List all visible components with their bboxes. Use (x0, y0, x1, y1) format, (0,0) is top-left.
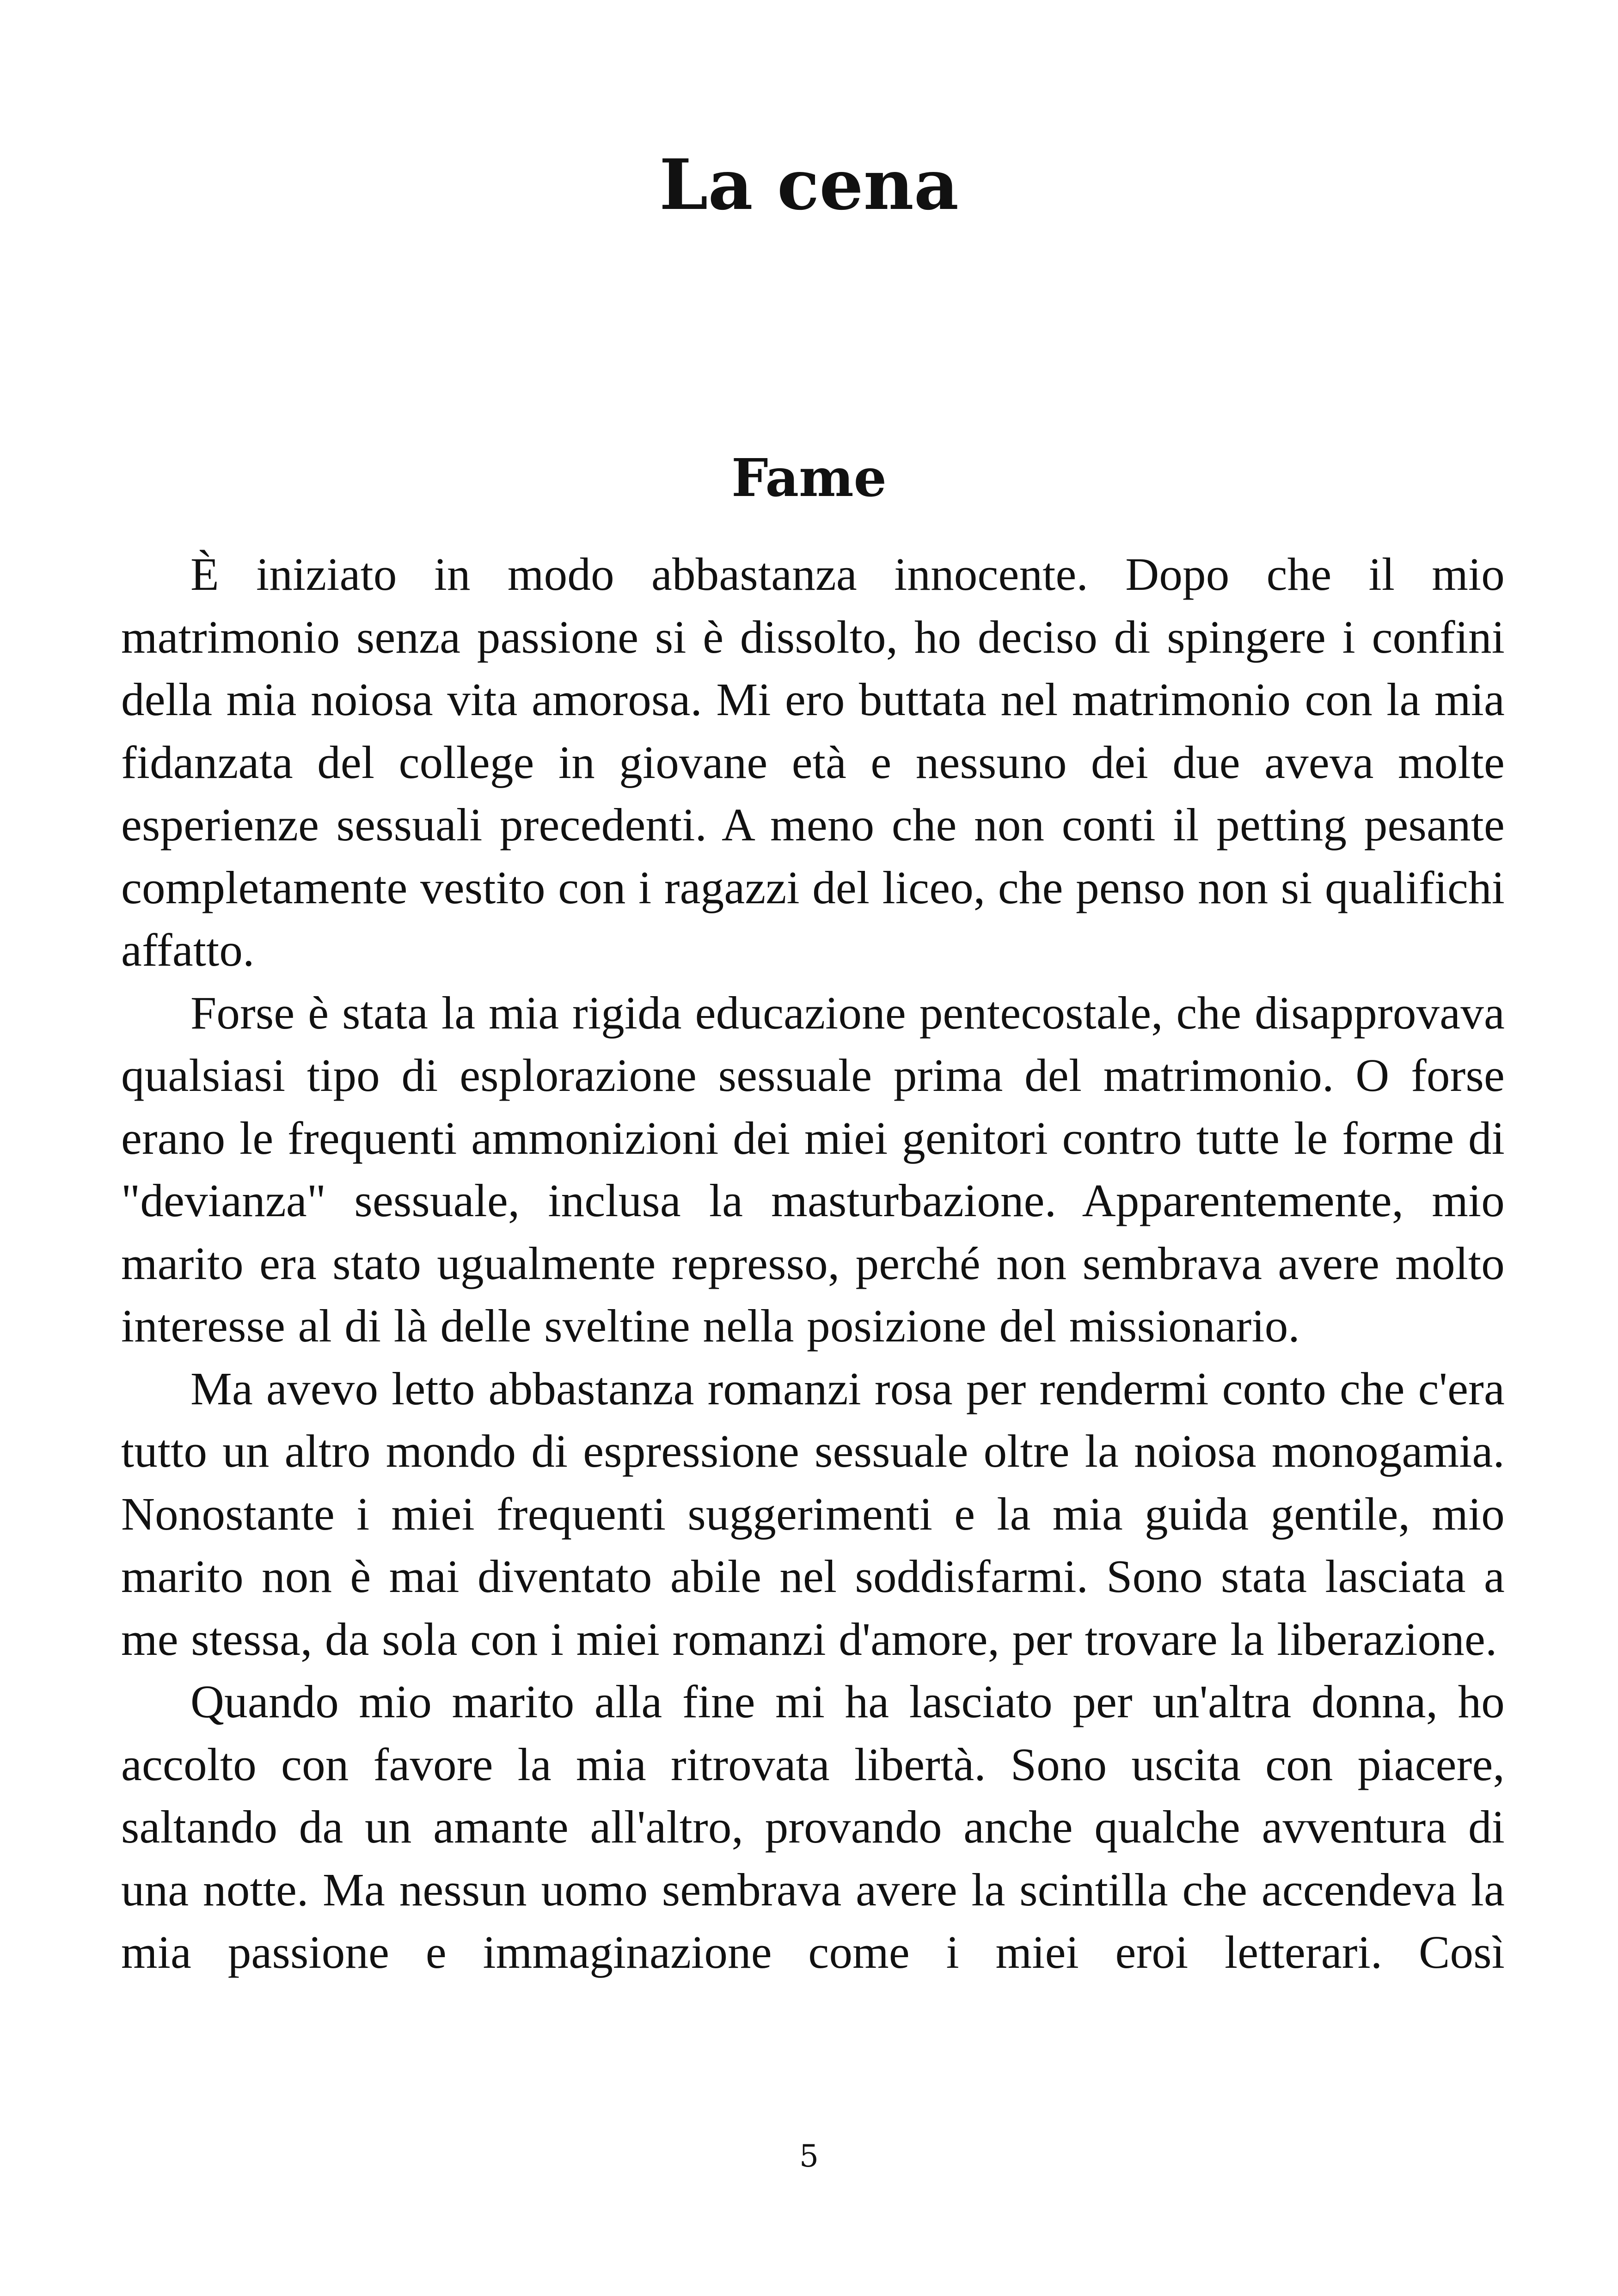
paragraph: Forse è stata la mia rigida educazione pentecostale, che disapprovava qualsiasi tipo di esplorazione sessuale prima del matrimonio. O forse erano le frequenti ammonizioni dei miei genitori contro tutte le forme di "devianza" sessuale, inclusa la masturbazione. Apparentemente, mio marito era stato ugualmente represso, perché non sembrava avere molto interesse al di là delle sveltine nella posizione del missionario. (121, 986, 1505, 1352)
section-title: Fame (731, 448, 887, 508)
page-number: 5 (799, 2138, 819, 2174)
paragraph: È iniziato in modo abbastanza innocente. Dopo che il mio matrimonio senza passione si è dissolto, ho deciso di spingere i confini della mia noiosa vita amorosa. Mi ero buttata nel matrimonio con la mia fidanzata del college in giovane età e nessuno dei due aveva molte esperienze sessuali precedenti. A meno che non conti il petting pesante completamente vestito con i ragazzi del liceo, che penso non si qualifichi affatto. (121, 548, 1505, 976)
paragraph: Quando mio marito alla fine mi ha lasciato per un'altra donna, ho accolto con favore la mia ritrovata libertà. Sono uscita con piacere, saltando da un amante all'altro, provando anche qualche avventura di una notte. Ma nessun uomo sembrava avere la scintilla che accendeva la mia passione e immaginazione come i miei eroi letterari. Così (121, 1676, 1505, 1978)
paragraph: Ma avevo letto abbastanza romanzi rosa per rendermi conto che c'era tutto un altro mondo di espressione sessuale oltre la noiosa monogamia. Nonostante i miei frequenti suggerimenti e la mia guida gentile, mio marito non è mai diventato abile nel soddisfarmi. Sono stata lasciata a me stessa, da sola con i miei romanzi d'amore, per trovare la liberazione. (121, 1362, 1505, 1665)
body-text (121, 543, 1505, 1984)
chapter-title: La cena (659, 144, 959, 226)
